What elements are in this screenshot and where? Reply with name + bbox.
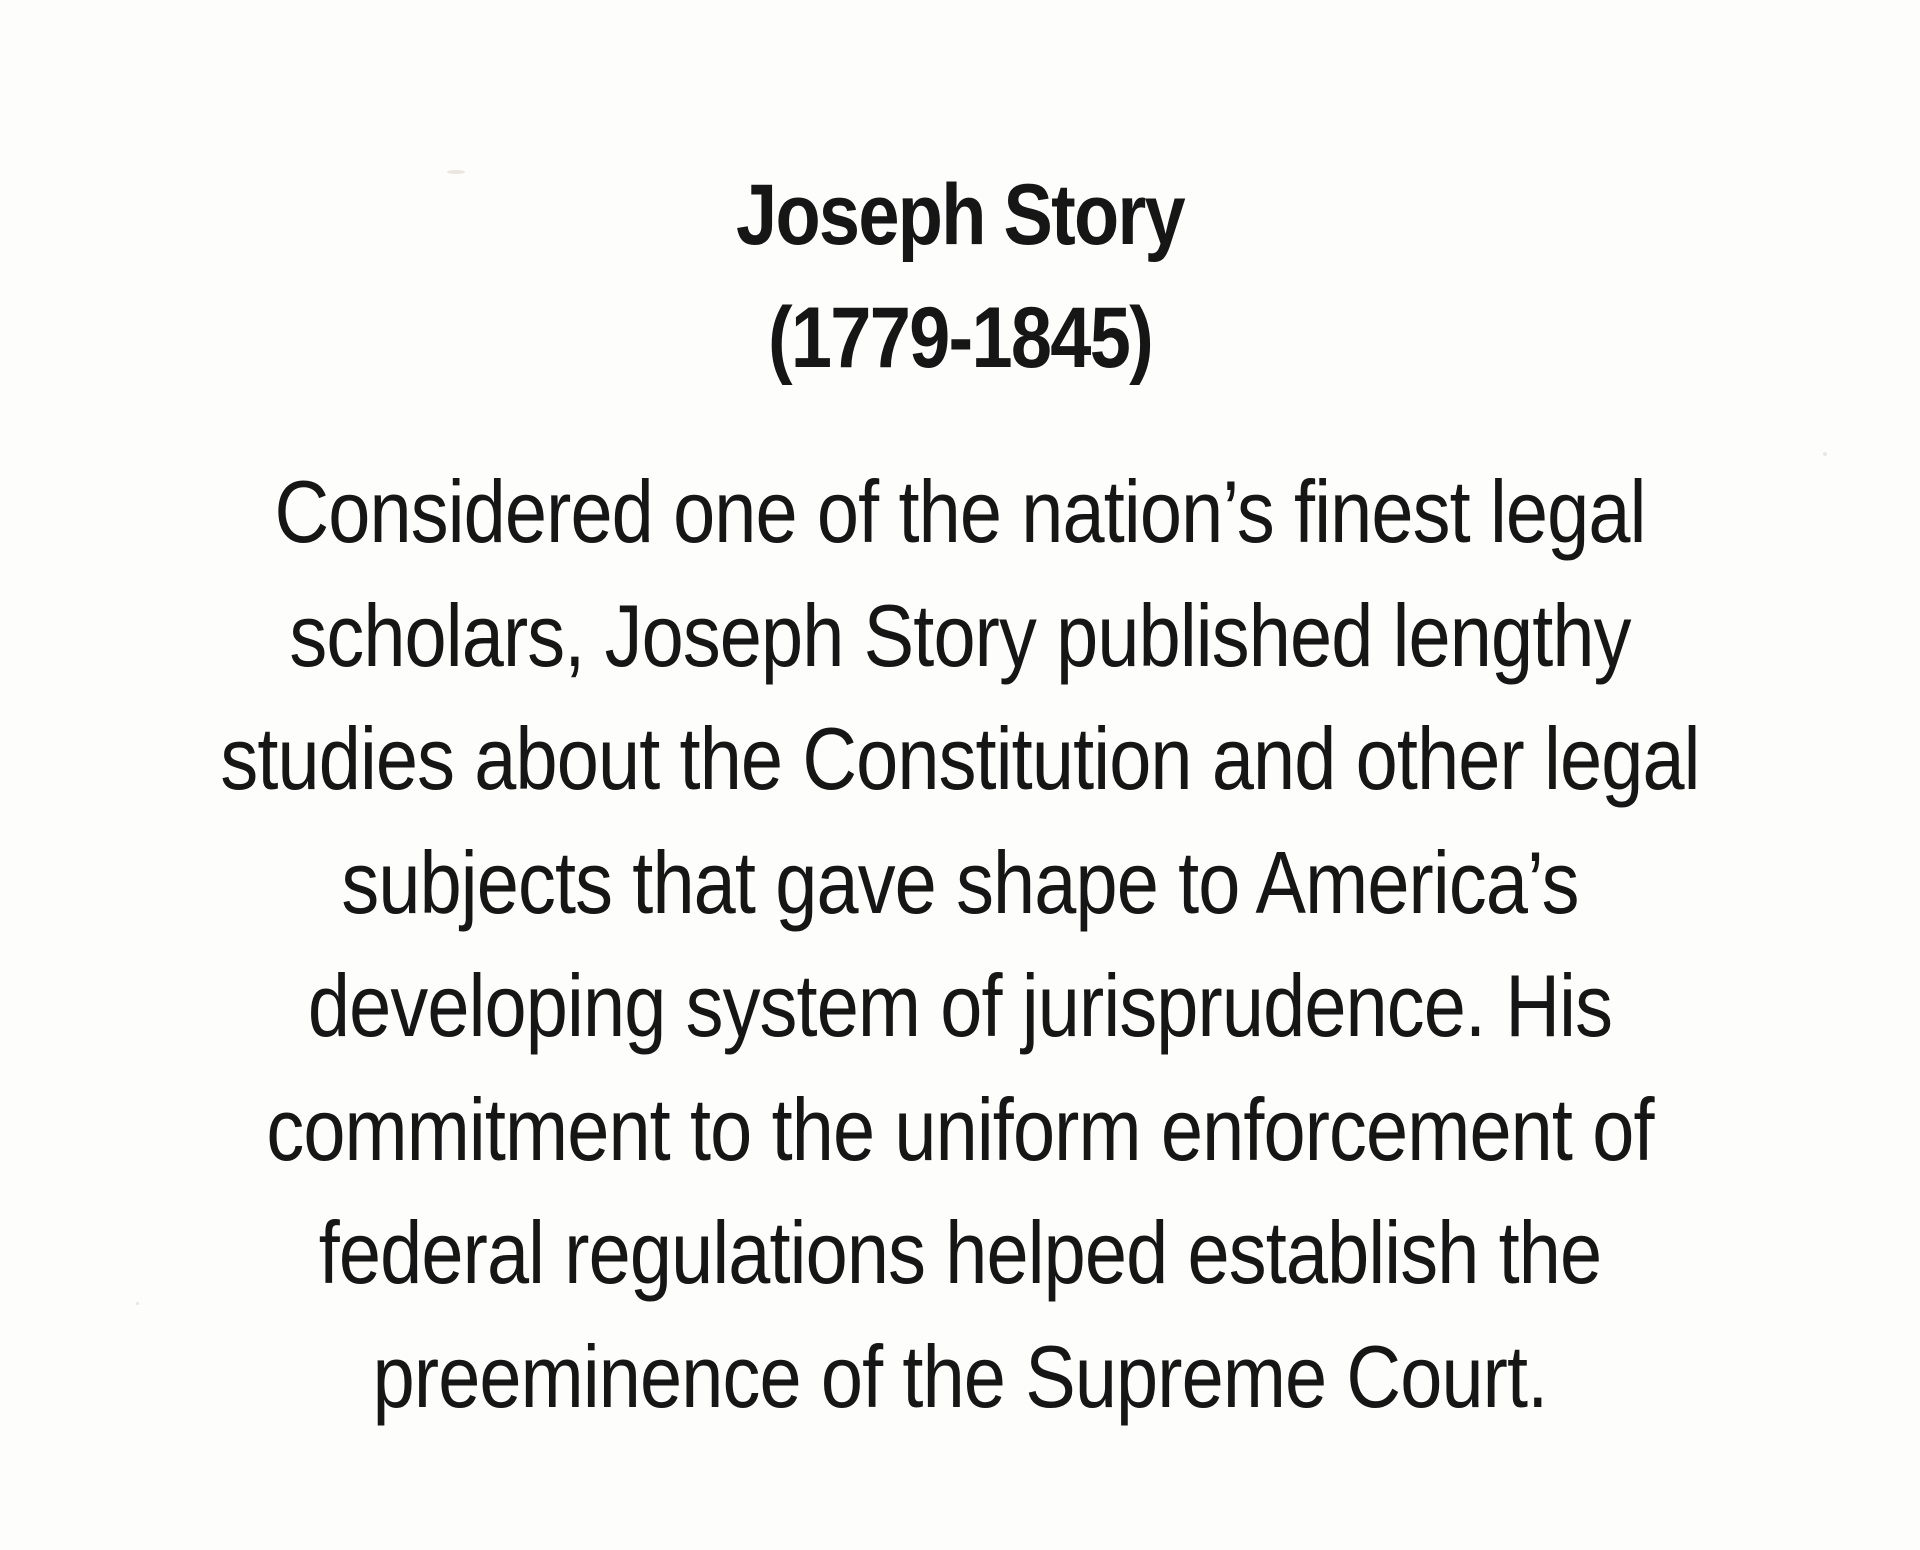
biography-line: Considered one of the nation’s finest legal	[274, 462, 1646, 561]
person-name-heading: Joseph Story	[736, 167, 1184, 263]
biography-line: commitment to the uniform enforcement of	[266, 1079, 1654, 1179]
biography-line: subjects that gave shape to America’s	[341, 832, 1579, 932]
biography-line: federal regulations helped establish the	[318, 1203, 1602, 1302]
biography-line: scholars, Joseph Story published lengthy	[289, 585, 1631, 685]
biography-paragraph	[0, 450, 1920, 1438]
biography-line: studies about the Constitution and other legal	[220, 709, 1700, 808]
lifespan-dates: (1779-1845)	[767, 290, 1153, 386]
biography-line: developing system of jurisprudence. His	[307, 956, 1613, 1055]
biography-line: preeminence of the Supreme Court.	[372, 1326, 1548, 1426]
